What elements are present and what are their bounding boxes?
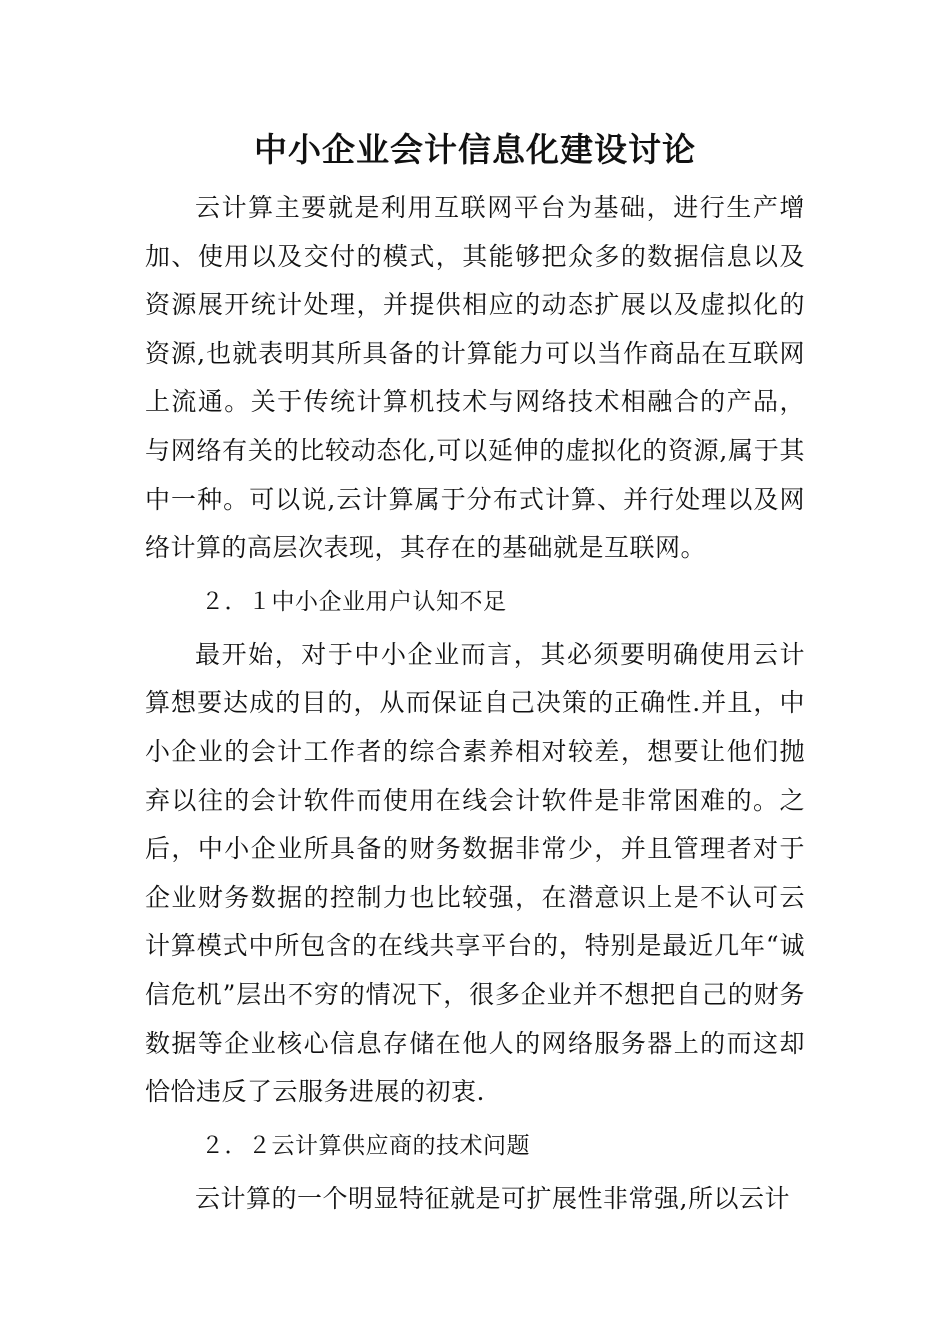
document-title: 中小企业会计信息化建设讨论 [254, 130, 696, 169]
paragraph-supplier-technology: 云计算的一个明显特征就是可扩展性非常强,所以云计 [195, 1183, 790, 1213]
paragraph-user-awareness: 最开始，对于中小企业而言，其必须要明确使用云计算想要达成的目的，从而保证自己决策的正确性.并且，中小企业的会计工作者的综合素养相对较差，想要让他们抛弃以往的会计软件而使用在线会计软件是非常困难的。之后，中小企业所具备的财务数据非常少，并且管理者对于企业财务数据的控制力也比较强，在潜意识上是不认可云计算模式中所包含的在线共享平台的，特别是最近几年“诚信危机”层出不穷的情况下，很多企业并不想把自己的财务数据等企业核心信息存储在他人的网络服务器上的而这却恰恰违反了云服务进展的初衷. [145, 639, 805, 1107]
section-heading-2-2: ２．２云计算供应商的技术问题 [201, 1132, 530, 1159]
section-heading-2-1: ２．１中小企业用户认知不足 [201, 588, 507, 615]
document-body [145, 122, 805, 1223]
paragraph-cloud-computing-intro: 云计算主要就是利用互联网平台为基础，进行生产增加、使用以及交付的模式，其能够把众多的数据信息以及资源展开统计处理，并提供相应的动态扩展以及虚拟化的资源,也就表明其所具备的计算能力可以当作商品在互联网上流通。关于传统计算机技术与网络技术相融合的产品，与网络有关的比较动态化,可以延伸的虚拟化的资源,属于其中一种。可以说,云计算属于分布式计算、并行处理以及网络计算的高层次表现，其存在的基础就是互联网。 [145, 193, 805, 563]
